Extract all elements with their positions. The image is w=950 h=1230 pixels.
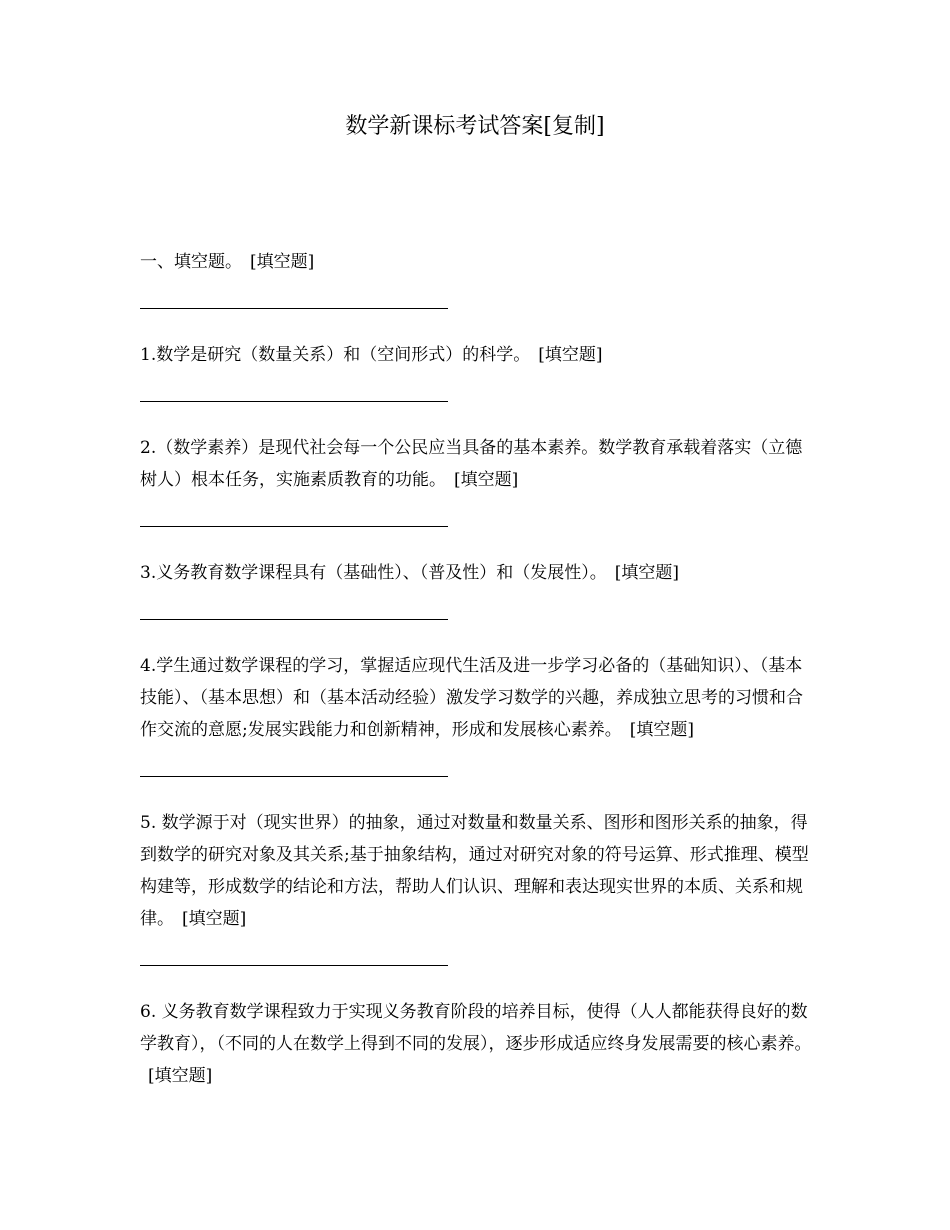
- question-text: 6. 义务教育数学课程致力于实现义务教育阶段的培养目标，使得（人人都能获得良好的数学教育），（不同的人在数学上得到不同的发展），逐步形成适应终身发展需要的核心素养。: [140, 1002, 812, 1054]
- answer-blank-line: [140, 965, 448, 966]
- question-text: 1.数学是研究（数量关系）和（空间形式）的科学。: [140, 345, 531, 365]
- question-type-tag: [填空题]: [538, 345, 603, 365]
- question-4: [140, 650, 818, 746]
- question-type-tag: [填空题]: [629, 720, 694, 740]
- answer-blank-line: [140, 776, 448, 777]
- document-title: 数学新课标考试答案[复制]: [345, 114, 605, 139]
- question-6: [140, 996, 818, 1092]
- question-type-tag: [填空题]: [250, 252, 315, 272]
- question-text: 4.学生通过数学课程的学习，掌握适应现代生活及进一步学习必备的（基础知识）、（基本技能）、（基本思想）和（基本活动经验）激发学习数学的兴趣，养成独立思考的习惯和合作交流的意愿;发展实践能力和创新精神，形成和发展核心素养。: [140, 656, 803, 740]
- question-type-tag: [填空题]: [454, 470, 519, 490]
- answer-blank-line: [140, 401, 448, 402]
- question-2: [140, 432, 818, 496]
- answer-blank-line: [140, 619, 448, 620]
- question-text: 2.（数学素养）是现代社会每一个公民应当具备的基本素养。数学教育承载着落实（立德树人）根本任务，实施素质教育的功能。: [140, 438, 803, 490]
- question-3: [140, 557, 818, 589]
- section-heading-text: 一、填空题。: [140, 252, 242, 272]
- answer-blank-line: [140, 308, 448, 309]
- answer-blank-line: [140, 526, 448, 527]
- question-type-tag: [填空题]: [182, 909, 247, 929]
- document-content: [140, 246, 818, 1092]
- section-heading: [140, 246, 818, 278]
- question-5: [140, 807, 818, 935]
- question-type-tag: [填空题]: [614, 563, 679, 583]
- question-1: [140, 339, 818, 371]
- question-text: 5. 数学源于对（现实世界）的抽象，通过对数量和数量关系、图形和图形关系的抽象，得到数学的研究对象及其关系;基于抽象结构，通过对研究对象的符号运算、形式推理、模型构建等，形成数学的结论和方法，帮助人们认识、理解和表达现实世界的本质、关系和规律。: [140, 813, 809, 929]
- question-type-tag: [填空题]: [148, 1066, 213, 1086]
- question-text: 3.义务教育数学课程具有（基础性）、（普及性）和（发展性）。: [140, 563, 607, 583]
